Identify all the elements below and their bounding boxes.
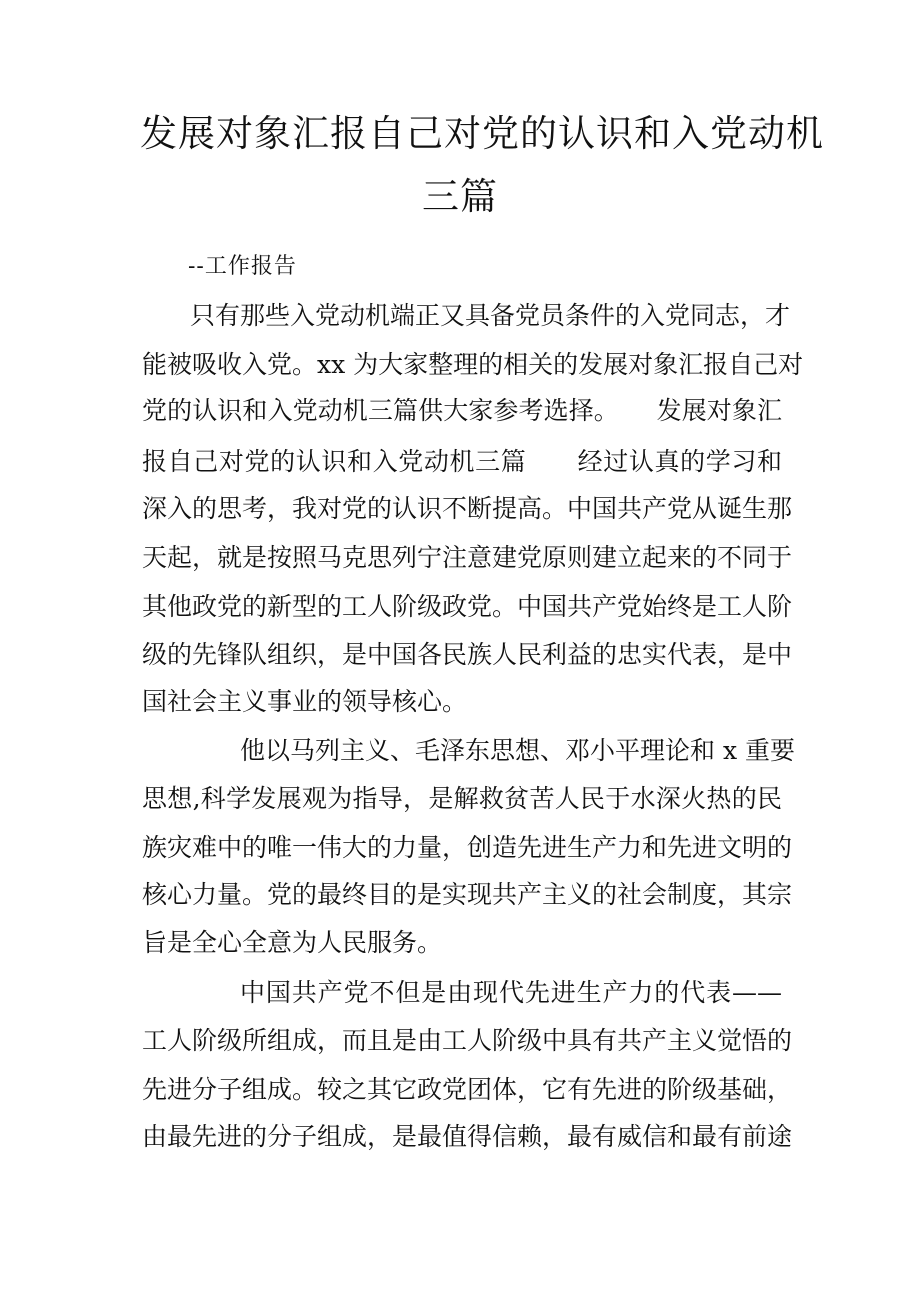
paragraph-3-line-4: 由最先进的分子组成，是最值得信赖，最有威信和最有前途: [142, 1122, 793, 1151]
document-title-line-2: 三篇: [422, 175, 498, 218]
paragraph-1-line-5: 深入的思考，我对党的认识不断提高。中国共产党从诞生那: [142, 494, 793, 523]
paragraph-3-line-3: 先进分子组成。较之其它政党团体，它有先进的阶级基础，: [142, 1075, 793, 1104]
paragraph-2-line-1: 他以马列主义、毛泽东思想、邓小平理论和 x 重要: [240, 736, 795, 765]
paragraph-1-line-9: 国社会主义事业的领导核心。: [142, 687, 468, 716]
document-subtitle: --工作报告: [188, 254, 297, 279]
paragraph-2-line-4: 核心力量。党的最终目的是实现共产主义的社会制度，其宗: [142, 880, 793, 909]
paragraph-2-line-5: 旨是全心全意为人民服务。: [142, 928, 443, 957]
paragraph-3-line-2: 工人阶级所组成，而且是由工人阶级中具有共产主义觉悟的: [142, 1026, 793, 1055]
paragraph-2-line-2: 思想,科学发展观为指导，是解救贫苦人民于水深火热的民: [142, 784, 782, 813]
paragraph-3-line-1: 中国共产党不但是由现代先进生产力的代表——: [240, 978, 782, 1007]
document-title-line-1: 发展对象汇报自己对党的认识和入党动机: [140, 112, 824, 155]
paragraph-1-line-6: 天起，就是按照马克思列宁注意建党原则建立起来的不同于: [142, 543, 793, 572]
paragraph-2-line-3: 族灾难中的唯一伟大的力量，创造先进生产力和先进文明的: [142, 833, 793, 862]
paragraph-1-line-4: 报自己对党的认识和入党动机三篇 经过认真的学习和: [142, 447, 782, 476]
paragraph-1-line-1: 只有那些入党动机端正又具备党员条件的入党同志，才: [190, 301, 791, 330]
paragraph-1-line-7: 其他政党的新型的工人阶级政党。中国共产党始终是工人阶: [142, 592, 793, 621]
paragraph-1-line-3: 党的认识和入党动机三篇供大家参考选择。 发展对象汇: [142, 396, 782, 425]
paragraph-1-line-8: 级的先锋队组织，是中国各民族人民利益的忠实代表，是中: [142, 640, 793, 669]
paragraph-1-line-2: 能被吸收入党。xx 为大家整理的相关的发展对象汇报自己对: [142, 350, 804, 379]
